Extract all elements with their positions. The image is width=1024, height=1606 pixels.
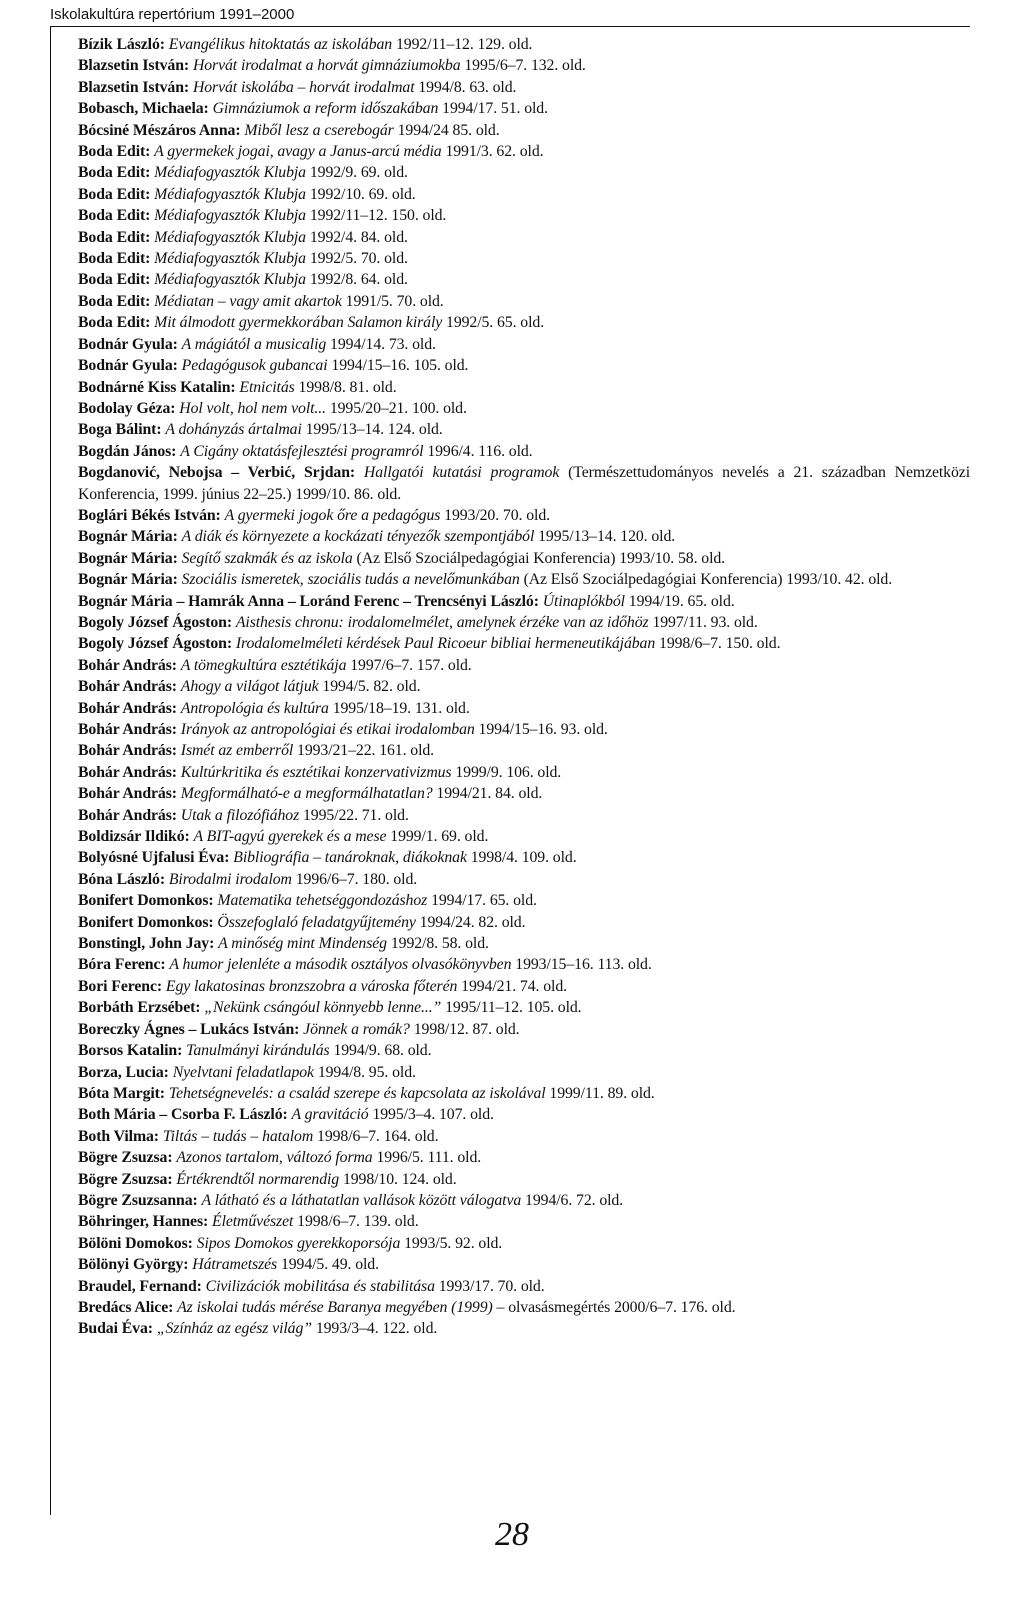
entry-author: Boda Edit:: [78, 228, 151, 246]
entry-title: Irányok az antropológiai és etikai irodalomban: [180, 721, 475, 738]
entry-citation: 1998/6–7. 150. old.: [659, 635, 781, 653]
entry-title: Az iskolai tudás mérése Baranya megyében (1999): [177, 1298, 493, 1316]
entry-title: Horvát irodalmat a horvát gimnáziumokba: [192, 57, 461, 75]
bibliography-entry: [78, 1083, 970, 1104]
entry-citation: 1995/6–7. 132. old.: [464, 57, 586, 75]
entry-citation: 1995/11–12. 105. old.: [445, 999, 582, 1017]
entry-author: Boreczky Ágnes – Lukács István:: [78, 1020, 300, 1038]
bibliography-entry: [78, 569, 970, 590]
entry-citation: 1994/5. 49. old.: [280, 1256, 379, 1274]
entry-author: Bodolay Géza:: [78, 399, 176, 417]
bibliography-entry: [78, 1297, 970, 1318]
entry-citation: 1998/6–7. 164. old.: [317, 1127, 439, 1145]
entry-citation: 1996/6–7. 180. old.: [295, 870, 418, 888]
entry-author: Bízik László:: [78, 36, 165, 53]
entry-author: Bohár András:: [78, 742, 177, 760]
entry-author: Bogoly József Ágoston:: [78, 635, 233, 653]
entry-title: Útinaplókból: [542, 592, 625, 610]
bibliography-entry: [78, 933, 970, 954]
entry-author: Boda Edit:: [78, 292, 151, 310]
entry-title: Nyelvtani feladatlapok: [172, 1063, 314, 1081]
entry-author: Budai Éva:: [78, 1320, 153, 1338]
running-title: Iskolakultúra repertórium 1991–2000: [50, 6, 295, 23]
page-number: 28: [495, 1516, 529, 1553]
bibliography-entry: [78, 676, 970, 697]
entry-author: Bredács Alice:: [78, 1298, 174, 1316]
entry-title: Médiafogyasztók Klubja: [154, 271, 306, 289]
entry-citation: 1995/13–14. 124. old.: [305, 421, 443, 439]
bibliography-entry: [78, 847, 970, 868]
entry-author: Bóna László:: [78, 870, 166, 888]
bibliography-entry: [78, 1254, 970, 1275]
entry-author: Borza, Lucia:: [78, 1063, 169, 1081]
bibliography-entry: [78, 334, 970, 355]
bibliography-entry: [78, 783, 970, 804]
entry-author: Boda Edit:: [78, 314, 151, 332]
entry-citation: 1994/24 85. old.: [397, 121, 500, 139]
bibliography-entry: [78, 826, 970, 847]
bibliography-list: [78, 34, 970, 1340]
bibliography-entry: [78, 291, 970, 312]
bibliography-entry: [78, 441, 970, 462]
entry-title: Szociális ismeretek, szociális tudás a nevelőmunkában: [181, 571, 520, 589]
entry-title: A dohányzás ártalmai: [165, 421, 302, 439]
entry-title: Hol volt, hol nem volt...: [179, 399, 326, 417]
entry-author: Bogdán János:: [78, 442, 177, 460]
bibliography-entry: [78, 869, 970, 890]
entry-author: Bonifert Domonkos:: [78, 892, 214, 910]
entry-citation: 1994/21. 84. old.: [436, 785, 543, 803]
entry-citation: 1992/8. 58. old.: [390, 935, 489, 953]
entry-author: Boda Edit:: [78, 143, 151, 161]
bibliography-entry: [78, 1318, 970, 1339]
entry-citation: 1998/4. 109. old.: [470, 849, 577, 867]
entry-title: Horvát iskolába – horvát irodalmat: [192, 78, 415, 96]
entry-title: A tömegkultúra esztétikája: [180, 656, 347, 674]
entry-title: Azonos tartalom, változó forma: [176, 1149, 373, 1167]
entry-title: Tiltás – tudás – hatalom: [162, 1127, 314, 1145]
entry-author: Bohár András:: [78, 806, 177, 824]
entry-author: Bobasch, Michaela:: [78, 100, 209, 118]
entry-title: Értékrendtől normarendig: [176, 1170, 340, 1188]
header-rule: [50, 26, 970, 27]
bibliography-entry: [78, 655, 970, 676]
entry-citation: 1993/20. 70. old.: [444, 506, 550, 524]
entry-citation: 1995/20–21. 100. old.: [329, 399, 467, 417]
entry-title: Segítő szakmák és az iskola: [181, 549, 353, 567]
entry-author: Bölönyi György:: [78, 1256, 189, 1274]
entry-author: Bóra Ferenc:: [78, 956, 166, 974]
margin-rule: [50, 27, 51, 1515]
bibliography-entry: [78, 205, 970, 226]
bibliography-entry: [78, 1062, 970, 1083]
entry-author: Bohár András:: [78, 763, 177, 781]
entry-author: Bonstingl, John Jay:: [78, 935, 215, 953]
entry-author: Bodnár Gyula:: [78, 335, 178, 353]
bibliography-entry: [78, 954, 970, 975]
entry-citation: 1992/5. 70. old.: [309, 250, 408, 268]
bibliography-entry: [78, 1211, 970, 1232]
entry-citation: 1997/6–7. 157. old.: [350, 656, 472, 674]
entry-title: A BIT-agyú gyerekek és a mese: [193, 828, 387, 846]
entry-citation: 1992/11–12. 129. old.: [395, 36, 533, 53]
entry-title: „Nekünk csángóul könnyebb lenne...”: [204, 999, 442, 1017]
entry-author: Bolyósné Ujfalusi Éva:: [78, 849, 230, 867]
bibliography-entry: [78, 633, 970, 654]
entry-citation: 1995/22. 71. old.: [302, 806, 409, 824]
bibliography-entry: [78, 184, 970, 205]
entry-title: A diák és környezete a kockázati tényezők szempontjából: [181, 528, 535, 546]
bibliography-entry: [78, 269, 970, 290]
entry-citation: 1998/12. 87. old.: [413, 1020, 520, 1038]
entry-citation: 1999/11. 89. old.: [549, 1084, 655, 1102]
entry-title: A mágiától a musicalig: [181, 335, 327, 353]
entry-citation: – olvasásmegértés 2000/6–7. 176. old.: [496, 1298, 736, 1316]
entry-citation: 1994/17. 65. old.: [431, 892, 537, 910]
entry-citation: 1994/5. 82. old.: [322, 678, 421, 696]
entry-citation: 1994/9. 68. old.: [333, 1042, 432, 1060]
entry-title: Utak a filozófiához: [180, 806, 300, 824]
entry-title: A humor jelenléte a második osztályos olvasókönyvben: [169, 956, 512, 974]
entry-title: Hallgatói kutatási programok: [363, 464, 560, 482]
bibliography-entry: [78, 912, 970, 933]
entry-citation: 1994/17. 51. old.: [442, 100, 548, 118]
bibliography-entry: [78, 34, 970, 55]
entry-author: Blazsetin István:: [78, 57, 190, 75]
entry-title: Antropológia és kultúra: [180, 699, 329, 717]
bibliography-entry: [78, 976, 970, 997]
entry-title: Médiatan – vagy amit akartok: [154, 292, 342, 310]
entry-title: A minőség mint Mindenség: [218, 935, 387, 953]
entry-title: Birodalmi irodalom: [168, 870, 292, 888]
entry-title: Életművészet: [212, 1213, 294, 1231]
bibliography-entry: [78, 548, 970, 569]
entry-citation: 1994/21. 74. old.: [461, 977, 567, 995]
entry-citation: 1995/13–14. 120. old.: [538, 528, 676, 546]
entry-author: Bonifert Domonkos:: [78, 913, 214, 931]
entry-author: Bognár Mária:: [78, 528, 178, 546]
entry-title: Jönnek a romák?: [303, 1020, 410, 1038]
entry-citation: 1999/1. 69. old.: [390, 828, 489, 846]
bibliography-entry: [78, 120, 970, 141]
entry-citation: 1994/14. 73. old.: [330, 335, 436, 353]
entry-author: Boldizsár Ildikó:: [78, 828, 190, 846]
entry-author: Bohár András:: [78, 656, 177, 674]
entry-citation: 1997/11. 93. old.: [652, 613, 758, 631]
entry-citation: 1993/5. 92. old.: [404, 1234, 503, 1252]
entry-author: Bohár András:: [78, 721, 177, 738]
entry-citation: 1991/5. 70. old.: [345, 292, 444, 310]
entry-author: Bögre Zsuzsanna:: [78, 1191, 198, 1209]
entry-citation: (Természettudományos nevelés a 21. században Nemzetközi Konferencia, 1999. június 22–25.) 1999/10. 86. old.: [78, 464, 970, 503]
entry-citation: 1998/6–7. 139. old.: [297, 1213, 419, 1231]
bibliography-entry: [78, 805, 970, 826]
entry-title: Bibliográfia – tanároknak, diákoknak: [233, 849, 467, 867]
entry-author: Blazsetin István:: [78, 78, 190, 96]
entry-author: Böhringer, Hannes:: [78, 1213, 209, 1231]
bibliography-entry: [78, 162, 970, 183]
entry-author: Bögre Zsuzsa:: [78, 1170, 173, 1188]
entry-citation: 1993/21–22. 161. old.: [297, 742, 435, 760]
bibliography-entry: [78, 248, 970, 269]
bibliography-entry: [78, 612, 970, 633]
entry-title: Civilizációk mobilitása és stabilitása: [205, 1277, 435, 1295]
entry-author: Borbáth Erzsébet:: [78, 999, 201, 1017]
entry-title: Irodalomelméleti kérdések Paul Ricoeur bibliai hermeneutikájában: [235, 635, 656, 653]
entry-citation: 1994/8. 95. old.: [317, 1063, 416, 1081]
bibliography-entry: [78, 698, 970, 719]
entry-author: Boglári Békés István:: [78, 506, 221, 524]
entry-citation: 1993/3–4. 122. old.: [315, 1320, 438, 1338]
entry-title: A gravitáció: [291, 1106, 369, 1124]
entry-citation: 1998/8. 81. old.: [298, 378, 397, 396]
entry-citation: 1994/19. 65. old.: [628, 592, 735, 610]
bibliography-entry: [78, 740, 970, 761]
bibliography-entry: [78, 1126, 970, 1147]
entry-title: A látható és a láthatatlan vallások között válogatva: [201, 1191, 522, 1209]
entry-title: A Cigány oktatásfejlesztési programról: [180, 442, 424, 460]
bibliography-entry: [78, 398, 970, 419]
entry-author: Boda Edit:: [78, 207, 151, 225]
entry-citation: (Az Első Szociálpedagógiai Konferencia) 1993/10. 58. old.: [356, 549, 726, 567]
entry-title: Matematika tehetséggondozáshoz: [217, 892, 428, 910]
bibliography-entry: [78, 1040, 970, 1061]
entry-author: Bodnár Gyula:: [78, 357, 178, 375]
bibliography-entry: [78, 526, 970, 547]
entry-citation: 1998/10. 124. old.: [342, 1170, 457, 1188]
bibliography-entry: [78, 997, 970, 1018]
entry-title: Hátrametszés: [192, 1256, 278, 1274]
bibliography-entry: [78, 419, 970, 440]
bibliography-entry: [78, 890, 970, 911]
bibliography-entry: [78, 719, 970, 740]
entry-author: Bognár Mária – Hamrák Anna – Loránd Ferenc – Trencsényi László:: [78, 592, 539, 610]
entry-title: „Színház az egész világ”: [156, 1320, 312, 1338]
bibliography-entry: [78, 462, 970, 505]
entry-citation: 1994/8. 63. old.: [418, 78, 517, 96]
bibliography-entry: [78, 55, 970, 76]
bibliography-entry: [78, 1233, 970, 1254]
entry-title: Egy lakatosinas bronzszobra a városka főterén: [165, 977, 458, 995]
entry-citation: 1993/15–16. 113. old.: [515, 956, 652, 974]
entry-citation: 1995/18–19. 131. old.: [332, 699, 470, 717]
entry-author: Braudel, Fernand:: [78, 1277, 202, 1295]
bibliography-entry: [78, 141, 970, 162]
bibliography-entry: [78, 227, 970, 248]
entry-citation: 1992/11–12. 150. old.: [309, 207, 447, 225]
entry-author: Bóta Margit:: [78, 1084, 165, 1102]
entry-citation: 1992/4. 84. old.: [309, 228, 408, 246]
entry-citation: (Az Első Szociálpedagógiai Konferencia) 1993/10. 42. old.: [523, 571, 893, 589]
entry-title: Megformálható-e a megformálhatatlan?: [180, 785, 433, 803]
entry-author: Boda Edit:: [78, 185, 151, 203]
entry-citation: 1995/3–4. 107. old.: [372, 1106, 494, 1124]
entry-author: Borsos Katalin:: [78, 1042, 183, 1060]
entry-citation: 1992/9. 69. old.: [309, 164, 408, 182]
bibliography-entry: [78, 762, 970, 783]
entry-citation: 1996/4. 116. old.: [427, 442, 533, 460]
bibliography-entry: [78, 355, 970, 376]
entry-title: Tehetségnevelés: a család szerepe és kapcsolata az iskolával: [168, 1084, 546, 1102]
entry-citation: 1996/5. 111. old.: [376, 1149, 482, 1167]
entry-title: A gyermeki jogok őre a pedagógus: [224, 506, 441, 524]
bibliography-entry: [78, 1190, 970, 1211]
bibliography-entry: [78, 1147, 970, 1168]
entry-title: Mit álmodott gyermekkorában Salamon király: [154, 314, 443, 332]
entry-title: Médiafogyasztók Klubja: [154, 207, 306, 225]
entry-title: Médiafogyasztók Klubja: [154, 228, 306, 246]
entry-author: Bori Ferenc:: [78, 977, 163, 995]
entry-title: Médiafogyasztók Klubja: [154, 250, 306, 268]
entry-title: Etnicitás: [239, 378, 295, 396]
entry-title: Médiafogyasztók Klubja: [154, 164, 306, 182]
bibliography-entry: [78, 98, 970, 119]
bibliography-entry: [78, 1019, 970, 1040]
entry-author: Boda Edit:: [78, 271, 151, 289]
entry-title: Ahogy a világot látjuk: [180, 678, 319, 696]
bibliography-entry: [78, 77, 970, 98]
entry-author: Bölöni Domokos:: [78, 1234, 193, 1252]
bibliography-entry: [78, 312, 970, 333]
entry-title: Sipos Domokos gyerekkoporsója: [196, 1234, 401, 1252]
entry-title: Gimnáziumok a reform időszakában: [212, 100, 439, 118]
entry-title: Pedagógusok gubancai: [181, 357, 328, 375]
entry-title: Ismét az emberről: [180, 742, 294, 760]
entry-author: Bogoly József Ágoston:: [78, 613, 233, 631]
bibliography-entry: [78, 1169, 970, 1190]
entry-title: Médiafogyasztók Klubja: [154, 185, 306, 203]
entry-citation: 1999/9. 106. old.: [455, 763, 562, 781]
entry-citation: 1994/24. 82. old.: [419, 913, 526, 931]
entry-author: Bócsiné Mészáros Anna:: [78, 121, 241, 139]
entry-author: Bognár Mária:: [78, 571, 178, 589]
entry-author: Bognár Mária:: [78, 549, 178, 567]
entry-citation: 1994/15–16. 105. old.: [331, 357, 469, 375]
entry-author: Boda Edit:: [78, 164, 151, 182]
entry-author: Bohár András:: [78, 699, 177, 717]
entry-author: Both Mária – Csorba F. László:: [78, 1106, 288, 1124]
entry-title: Aisthesis chronu: irodalomelmélet, amelynek érzéke van az időhöz: [235, 613, 649, 631]
entry-citation: 1992/8. 64. old.: [309, 271, 408, 289]
entry-author: Boda Edit:: [78, 250, 151, 268]
entry-citation: 1994/6. 72. old.: [525, 1191, 624, 1209]
bibliography-entry: [78, 1104, 970, 1125]
entry-title: Tanulmányi kirándulás: [186, 1042, 330, 1060]
entry-citation: 1991/3. 62. old.: [445, 143, 544, 161]
entry-author: Bohár András:: [78, 678, 177, 696]
entry-citation: 1992/5. 65. old.: [446, 314, 545, 332]
entry-author: Bogdanović, Nebojsa – Verbić, Srjdan:: [78, 464, 356, 482]
bibliography-entry: [78, 505, 970, 526]
entry-author: Both Vilma:: [78, 1127, 159, 1145]
entry-citation: 1993/17. 70. old.: [438, 1277, 545, 1295]
entry-title: A gyermekek jogai, avagy a Janus-arcú média: [154, 143, 442, 161]
entry-author: Bodnárné Kiss Katalin:: [78, 378, 236, 396]
entry-title: Evangélikus hitoktatás az iskolában: [168, 36, 393, 53]
bibliography-entry: [78, 377, 970, 398]
entry-title: Kultúrkritika és esztétikai konzervativizmus: [180, 763, 452, 781]
bibliography-entry: [78, 1276, 970, 1297]
entry-author: Bögre Zsuzsa:: [78, 1149, 173, 1167]
entry-citation: 1994/15–16. 93. old.: [478, 721, 608, 738]
bibliography-entry: [78, 591, 970, 612]
entry-author: Bohár András:: [78, 785, 177, 803]
entry-author: Boga Bálint:: [78, 421, 162, 439]
entry-title: Összefoglaló feladatgyűjtemény: [217, 913, 416, 931]
entry-title: Miből lesz a cserebogár: [244, 121, 394, 139]
entry-citation: 1992/10. 69. old.: [309, 185, 416, 203]
